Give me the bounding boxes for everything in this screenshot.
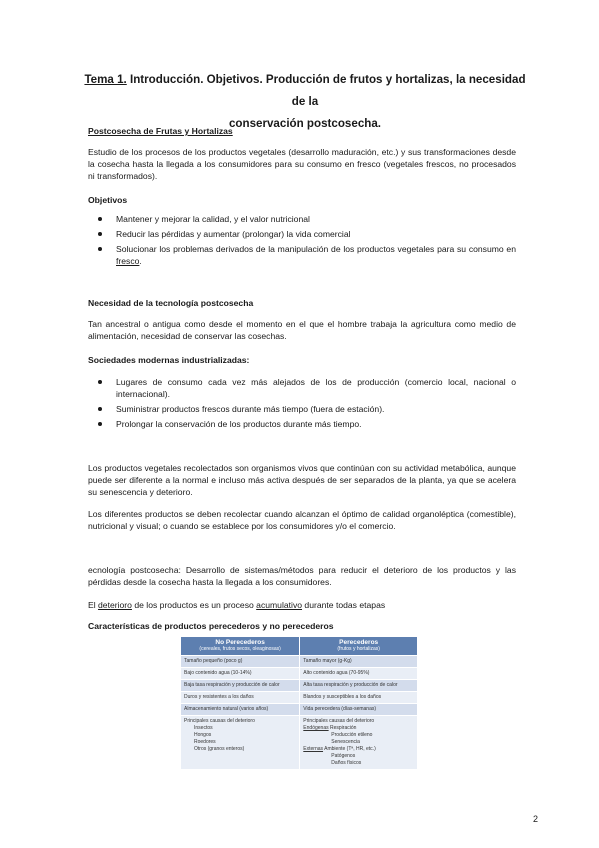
- list-item: Prolongar la conservación de los productos durante más tiempo.: [88, 418, 516, 430]
- list-objetivos: [88, 213, 516, 270]
- table-row: Almacenamiento natural (varios años) Vida perecedera (días-semanas): [181, 704, 418, 716]
- title-line2: conservación postcosecha.: [228, 117, 382, 130]
- table-row: Tamaño pequeño (poco g) Tamaño mayor (g-Kg): [181, 656, 418, 668]
- table-header-row: [181, 637, 418, 656]
- paragraph-necesidad: Tan ancestral o antigua como desde el momento en el que el hombre trabaja la agricultura como medio de alimentación, necesidad de conservar las cosechas.: [88, 319, 516, 341]
- list-item: Suministrar productos frescos durante más tiempo (fuera de estación).: [88, 403, 516, 415]
- paragraph-recolectar: Los diferentes productos se deben recolectar cuando alcanzan el óptimo de calidad organoléptica (comestible), nutricional y visual; o cuando se establece por los consumidores y/o el comercio.: [88, 509, 516, 531]
- table-header-perecederos: Perecederos (frutos y hortalizas): [300, 637, 418, 656]
- comparison-table: [180, 636, 418, 770]
- heading-necesidad: Necesidad de la tecnología postcosecha: [88, 298, 254, 308]
- heading-caracteristicas: Características de productos perecederos y no perecederos: [88, 621, 334, 631]
- table-row: Principales causas del deterioro Insectos Hongos Roedores Otros (granos enteros) Principales causas del deterioro Endógenas Respiración Producción etileno Senescencia Externas Ambiente (Tª, HR, etc.) Patógenos Daños físicos: [181, 716, 418, 770]
- table-row: Duros y resistentes a los daños Blandos y susceptibles a los daños: [181, 692, 418, 704]
- table-row: Baja tasa respiración y producción de calor Alta tasa respiración y producción de calor: [181, 680, 418, 692]
- list-item: Reducir las pérdidas y aumentar (prolongar) la vida comercial: [88, 228, 516, 240]
- paragraph-postcosecha: Estudio de los procesos de los productos vegetales (desarrollo maduración, etc.) y sus transformaciones desde la cosecha hasta la llegada a los consumidores para su consumo en fresco (vegetales frescos, no procesados ni transformados).: [88, 147, 516, 181]
- section-heading-postcosecha: Postcosecha de Frutas y Hortalizas: [88, 126, 233, 136]
- list-item: Solucionar los problemas derivados de la manipulación de los productos vegetales para su consumo en fresco.: [88, 243, 516, 267]
- page-number: 2: [533, 814, 539, 824]
- paragraph-deterioro: El deterioro de los productos es un proceso acumulativo durante todas etapas: [88, 600, 386, 610]
- list-item: Mantener y mejorar la calidad, y el valor nutricional: [88, 213, 516, 225]
- underlined-word-fresco: fresco: [116, 256, 140, 266]
- heading-objetivos: Objetivos: [88, 195, 128, 205]
- title-number: Tema 1.: [84, 73, 127, 86]
- list-sociedades: [88, 376, 516, 433]
- table-header-no-perecederos: No Perecederos (cereales, frutos secos, oleaginosas): [181, 637, 300, 656]
- table-row: Bajo contenido agua (10-14%) Alto contenido agua (70-95%): [181, 668, 418, 680]
- paragraph-tecnologia: ecnología postcosecha: Desarrollo de sistemas/métodos para reducir el deterioro de los productos y las pérdidas desde la cosecha hasta la llegada a los consumidores.: [88, 565, 516, 587]
- heading-sociedades: Sociedades modernas industrializadas:: [88, 355, 250, 365]
- list-item: Lugares de consumo cada vez más alejados de los de producción (comercio local, nacional o internacional).: [88, 376, 516, 400]
- title-line1: Introducción. Objetivos. Producción de frutos y hortalizas, la necesidad de la: [126, 73, 526, 108]
- paragraph-organismos-vivos: Los productos vegetales recolectados son organismos vivos que continúan con su actividad metabólica, aunque puede ser diferente a la normal e incluso más activa después de ser separados de la planta, ya que se acelera su senescencia y deterioro.: [88, 463, 516, 497]
